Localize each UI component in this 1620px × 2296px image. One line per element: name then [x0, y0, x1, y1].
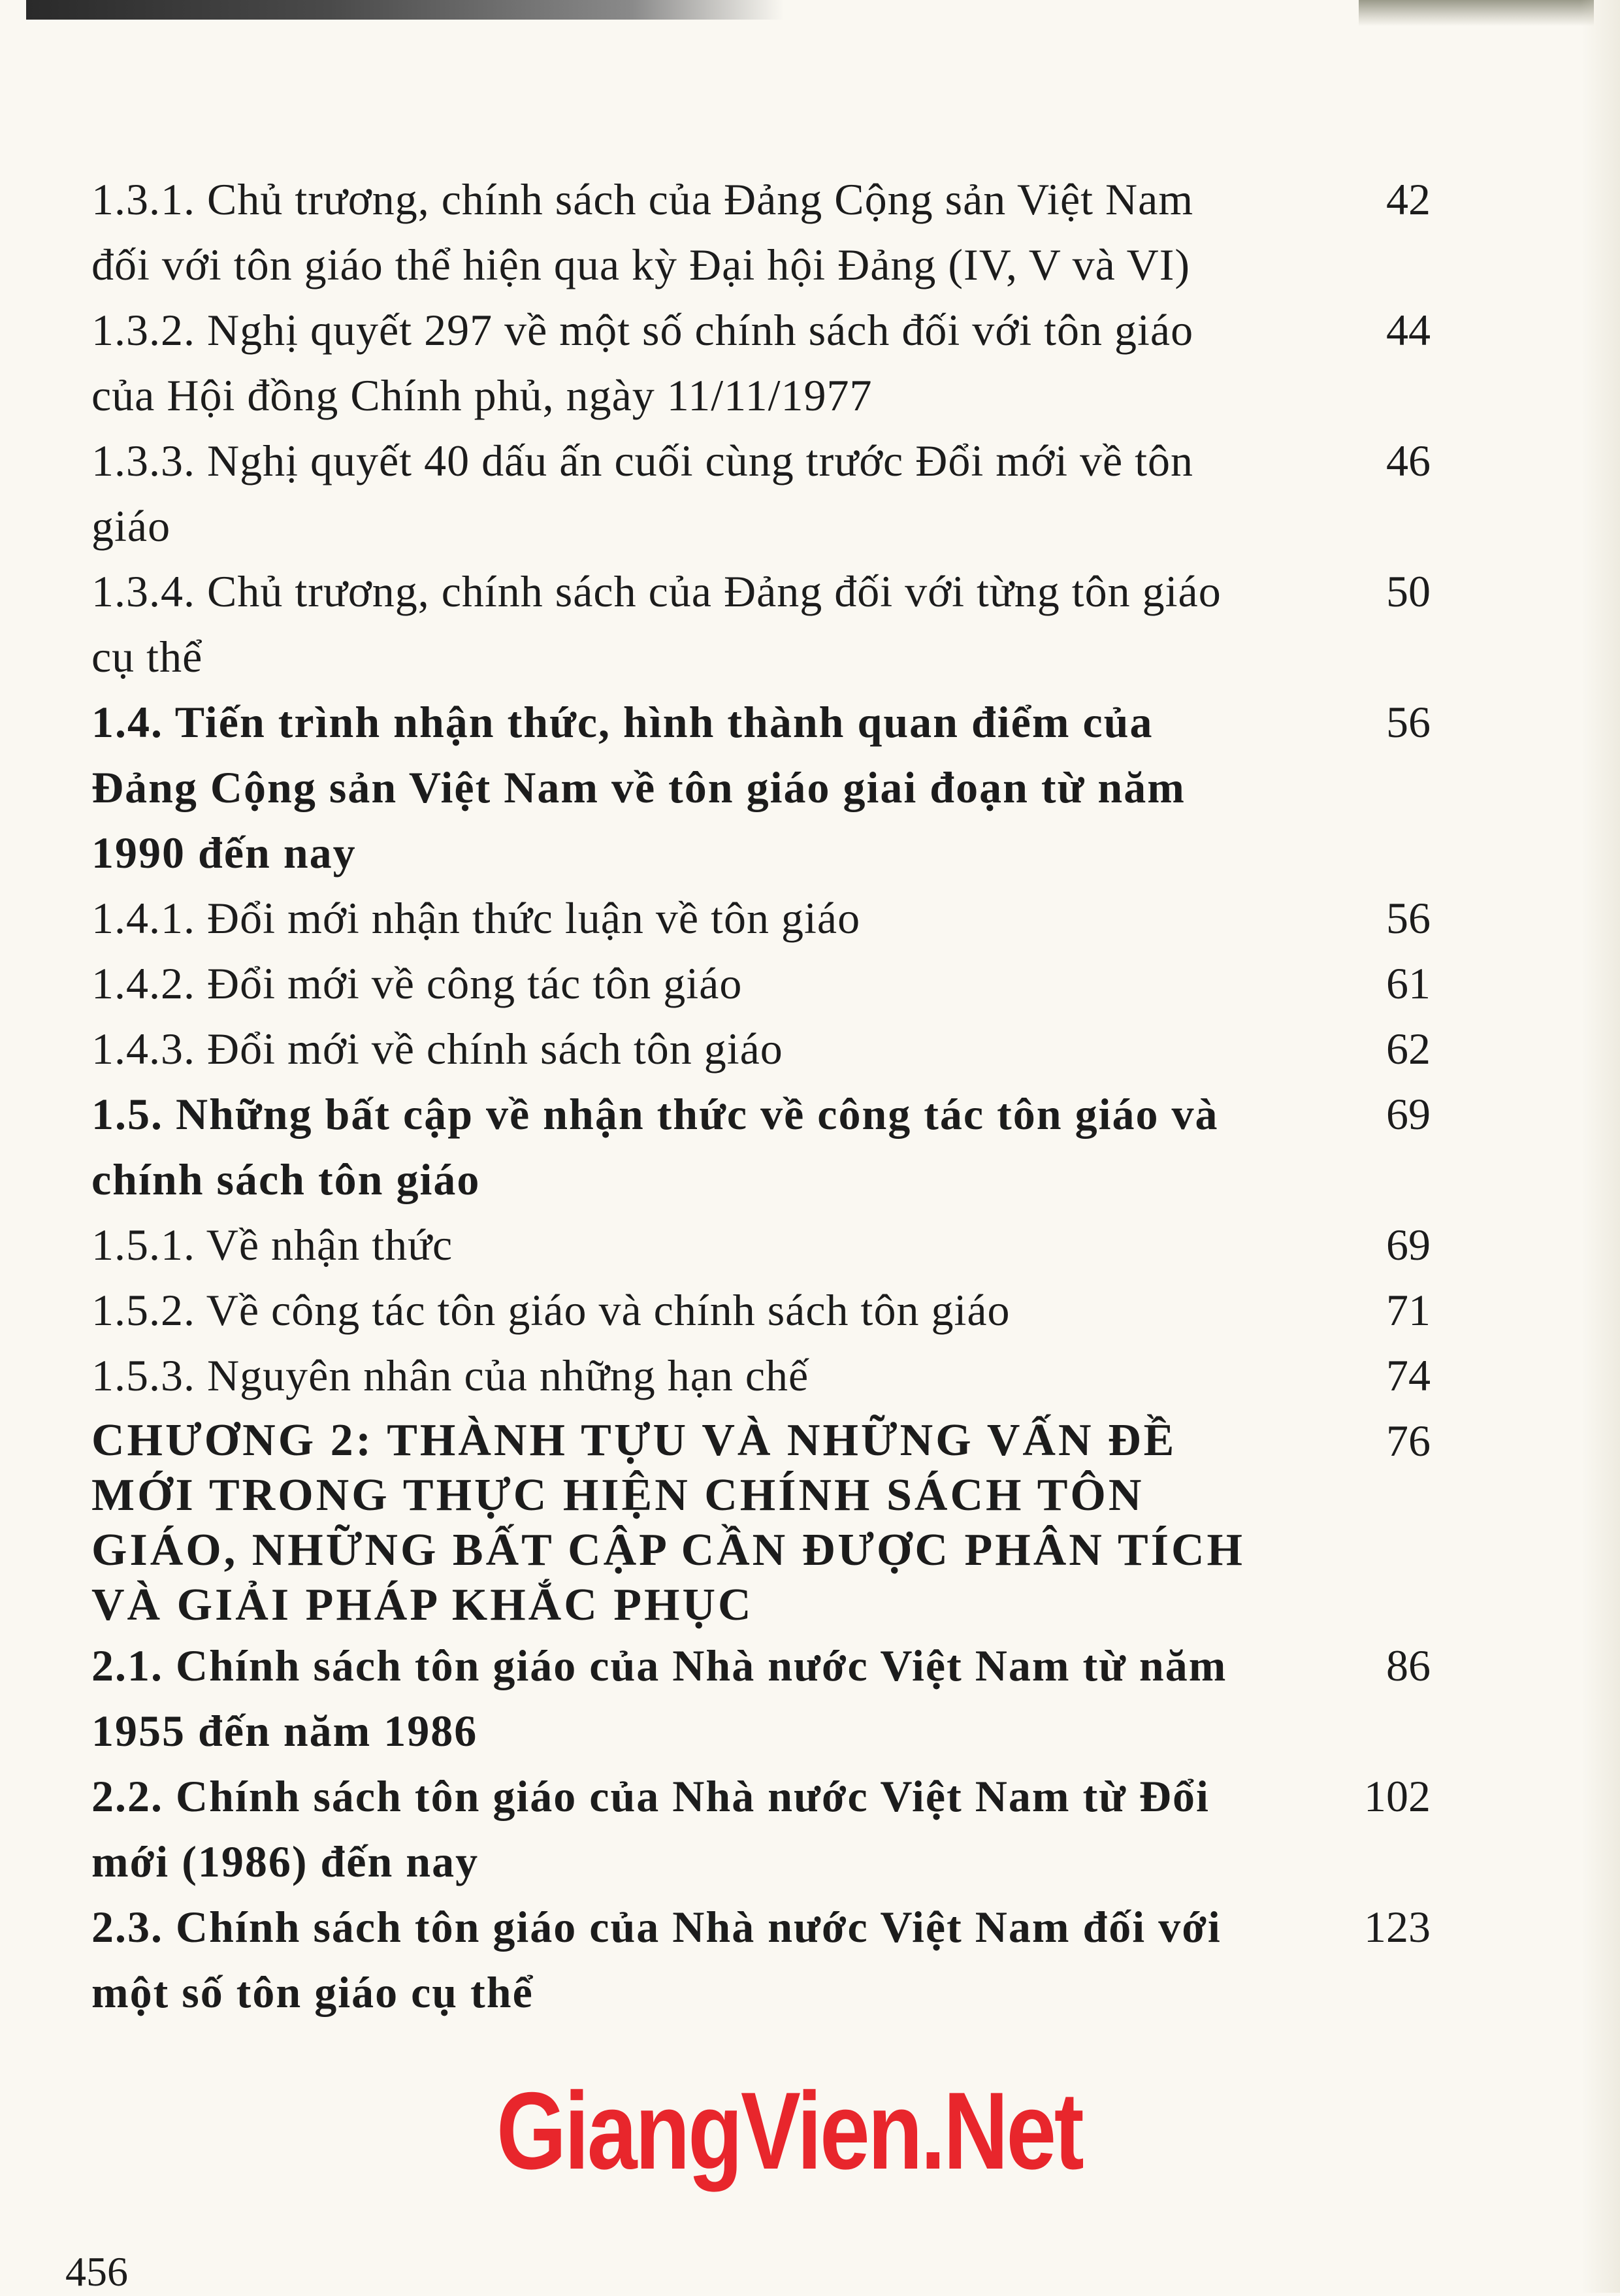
toc-entry-title: 1.5.3. Nguyên nhân của những hạn chế	[91, 1351, 809, 1400]
toc-entry-page: 62	[1386, 1024, 1431, 1074]
toc-entry	[91, 559, 1437, 689]
toc-entry-title: 1.5.1. Về nhận thức	[91, 1220, 453, 1270]
toc-entry-title: 1.3.3. Nghị quyết 40 dấu ấn cuối cùng trước Đổi mới về tôn giáo	[91, 436, 1194, 551]
page-shadow	[1581, 0, 1620, 2293]
toc-section-heading	[91, 1081, 1437, 1212]
toc-entry	[91, 885, 1437, 951]
toc-section-heading	[91, 1633, 1437, 1763]
toc-entry-page: 44	[1386, 305, 1431, 355]
toc-entry-page: 61	[1386, 959, 1431, 1008]
toc-entry-page: 46	[1386, 436, 1431, 485]
toc-entry	[91, 1277, 1437, 1343]
toc-entry	[91, 428, 1437, 559]
toc-chapter-heading	[91, 1408, 1437, 1633]
toc-entry-page: 71	[1386, 1285, 1431, 1335]
page-number: 456	[65, 2248, 128, 2295]
toc-section-heading	[91, 1763, 1437, 1894]
toc-section-heading	[91, 689, 1437, 885]
toc-entry-page: 69	[1386, 1089, 1431, 1139]
toc-entry-page: 42	[1386, 174, 1431, 224]
toc-entry-title: 1.3.4. Chủ trương, chính sách của Đảng đối với từng tôn giáo cụ thể	[91, 566, 1222, 681]
toc-entry	[91, 1016, 1437, 1081]
toc-entry	[91, 1212, 1437, 1277]
toc-entry-title: 1.3.2. Nghị quyết 297 về một số chính sách đối với tôn giáo của Hội đồng Chính phủ, ngày 11/11/1977	[91, 305, 1194, 420]
scan-edge-top-right	[1359, 0, 1594, 26]
toc-entry	[91, 297, 1437, 428]
toc-entry-title: 2.1. Chính sách tôn giáo của Nhà nước Việt Nam từ năm 1955 đến năm 1986	[91, 1641, 1227, 1756]
toc-entry-title: 1.3.1. Chủ trương, chính sách của Đảng Cộng sản Việt Nam đối với tôn giáo thể hiện qua kỳ Đại hội Đảng (IV, V và VI)	[91, 174, 1194, 289]
toc-entry-page: 123	[1364, 1902, 1431, 1952]
toc-entry-page: 56	[1386, 697, 1431, 747]
toc-entry	[91, 1343, 1437, 1408]
toc-entry-page: 69	[1386, 1220, 1431, 1270]
toc-entry-page: 50	[1386, 566, 1431, 616]
table-of-contents	[91, 167, 1437, 2025]
toc-entry-page: 56	[1386, 893, 1431, 943]
toc-entry	[91, 167, 1437, 297]
toc-entry	[91, 951, 1437, 1016]
toc-entry-title: 2.3. Chính sách tôn giáo của Nhà nước Việt Nam đối với một số tôn giáo cụ thể	[91, 1902, 1222, 2017]
toc-entry-page: 102	[1364, 1771, 1431, 1821]
toc-section-heading	[91, 1894, 1437, 2025]
toc-entry-page: 76	[1386, 1416, 1431, 1466]
toc-entry-title: 1.5. Những bất cập về nhận thức về công tác tôn giáo và chính sách tôn giáo	[91, 1089, 1219, 1204]
toc-entry-title: 1.4. Tiến trình nhận thức, hình thành quan điểm của Đảng Cộng sản Việt Nam về tôn giáo giai đoạn từ năm 1990 đến nay	[91, 697, 1186, 877]
watermark-logo: GiangVien.Net	[496, 2069, 1082, 2192]
toc-entry-page: 74	[1386, 1351, 1431, 1400]
toc-entry-title: 1.4.1. Đổi mới nhận thức luận về tôn giáo	[91, 893, 861, 943]
toc-entry-title: CHƯƠNG 2: THÀNH TỰU VÀ NHỮNG VẤN ĐỀ MỚI TRONG THỰC HIỆN CHÍNH SÁCH TÔN GIÁO, NHỮNG BẤT CẬP CẦN ĐƯỢC PHÂN TÍCH VÀ GIẢI PHÁP KHẮC PHỤC	[91, 1415, 1245, 1630]
toc-entry-title: 2.2. Chính sách tôn giáo của Nhà nước Việt Nam từ Đổi mới (1986) đến nay	[91, 1771, 1210, 1886]
toc-entry-title: 1.5.2. Về công tác tôn giáo và chính sách tôn giáo	[91, 1285, 1011, 1335]
scan-edge-top-left	[26, 0, 784, 20]
toc-entry-page: 86	[1386, 1641, 1431, 1690]
toc-entry-title: 1.4.3. Đổi mới về chính sách tôn giáo	[91, 1024, 783, 1074]
toc-entry-title: 1.4.2. Đổi mới về công tác tôn giáo	[91, 959, 743, 1008]
